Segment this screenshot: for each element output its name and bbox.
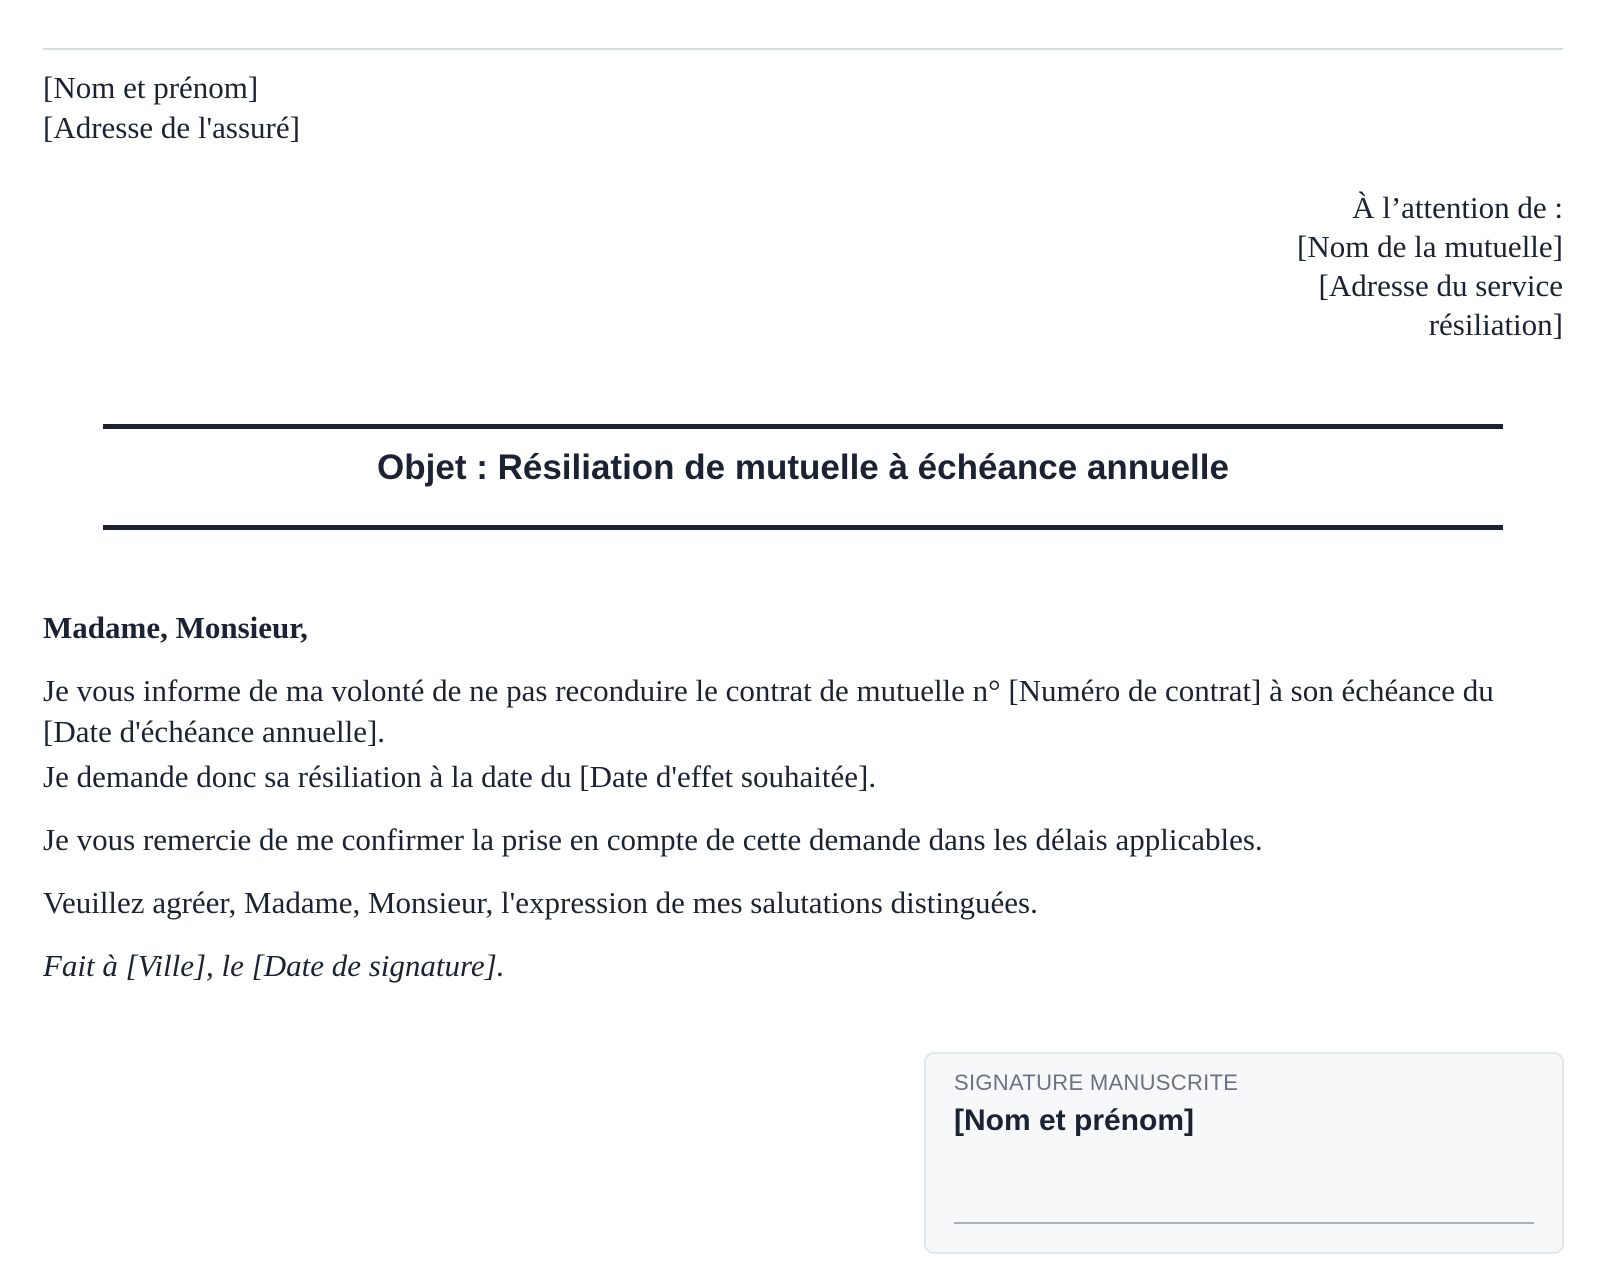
signature-box bbox=[924, 1052, 1564, 1254]
signature-name: [Nom et prénom] bbox=[954, 1104, 1194, 1137]
body-paragraph-closing: Veuillez agréer, Madame, Monsieur, l'expression de mes salutations distinguées. bbox=[43, 885, 1038, 920]
sender-block bbox=[43, 68, 300, 148]
sender-address: [Adresse de l'assuré] bbox=[43, 110, 300, 145]
body-paragraph-termination-date: Je demande donc sa résiliation à la date du [Date d'effet souhaitée]. bbox=[43, 759, 877, 794]
signature-line bbox=[954, 1222, 1534, 1224]
subject-line: Objet : Résiliation de mutuelle à échéance annuelle bbox=[377, 448, 1229, 487]
header-divider bbox=[43, 48, 1563, 50]
subject-block bbox=[103, 424, 1503, 530]
recipient-block bbox=[1243, 188, 1563, 344]
recipient-attention: À l’attention de : bbox=[1352, 190, 1563, 225]
recipient-address: [Adresse du service résiliation] bbox=[1318, 268, 1563, 342]
recipient-name: [Nom de la mutuelle] bbox=[1297, 229, 1563, 264]
body-paragraph-confirmation: Je vous remercie de me confirmer la prise en compte de cette demande dans les délais applicables. bbox=[43, 822, 1263, 857]
signature-label: SIGNATURE MANUSCRITE bbox=[954, 1070, 1239, 1095]
body-paragraph-contract: Je vous informe de ma volonté de ne pas reconduire le contrat de mutuelle n° [Numéro de contrat] à son échéance du [Date d'échéance annuelle]. bbox=[43, 673, 1494, 749]
salutation: Madame, Monsieur, bbox=[43, 610, 308, 645]
sender-name: [Nom et prénom] bbox=[43, 70, 259, 105]
place-and-date: Fait à [Ville], le [Date de signature]. bbox=[43, 948, 505, 983]
letter-body bbox=[43, 608, 1563, 986]
